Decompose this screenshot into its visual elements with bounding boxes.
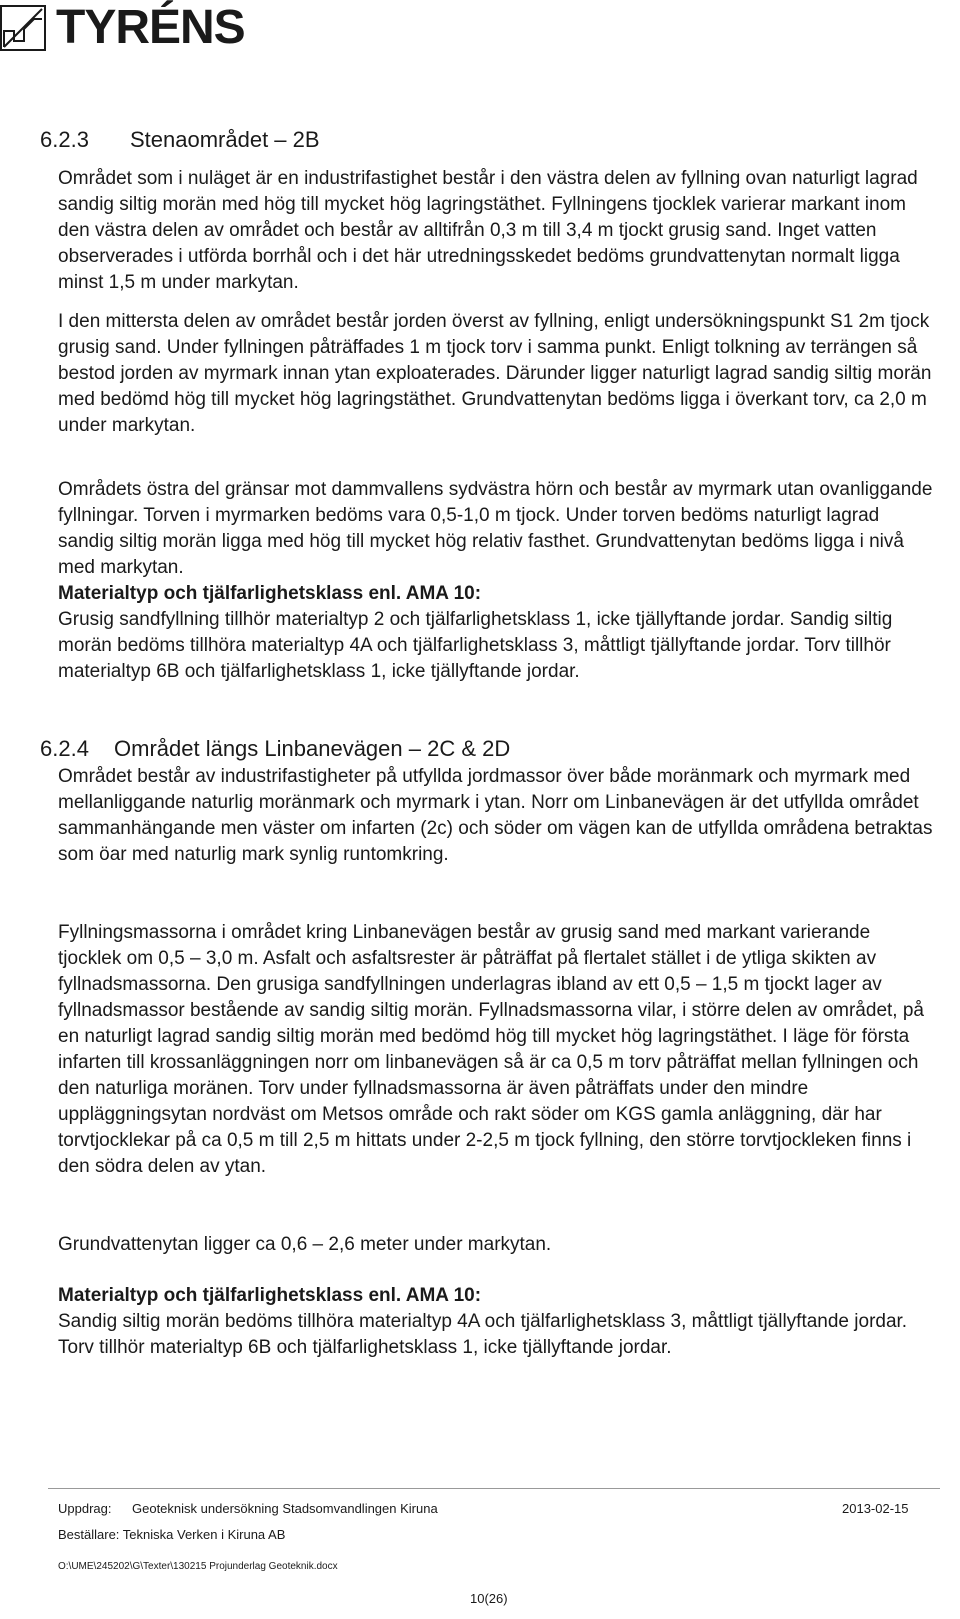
material-heading: Materialtyp och tjälfarlighetsklass enl. AMA 10: [58, 1285, 482, 1306]
section-title: Stenaområdet – 2B [130, 127, 320, 152]
paragraph: Grundvattenytan ligger ca 0,6 – 2,6 meter under markytan. [58, 1234, 552, 1255]
paragraph: Områdets östra del gränsar mot dammvallens sydvästra hörn och består av myrmark utan ovanliggande fyllningar. Torven i myrmarken bedöms vara 0,5-1,0 m tjock. Under torven bedöms naturligt lagrad sandig siltig morän ligga med hög till mycket hög relativ fasthet. Grundvattenytan bedöms ligga i nivå med markytan. [58, 479, 933, 578]
company-logo [0, 2, 245, 54]
paragraph: Området som i nuläget är en industrifastighet består i den västra delen av fyllning ovan naturligt lagrad sandig siltig morän med hög till mycket hög lagringstäthet. Fyllningens tjocklek varierar markant inom den västra delen av området och består av alltifrån 0,3 m till 3,4 m tjockt grusig sand. Inget vatten observerades i utförda borrhål och i det här utredningsskedet bedöms grundvattenytan normalt ligga minst 1,5 m under markytan. [58, 168, 918, 293]
logo-wordmark: TYRÉNS [56, 1, 245, 54]
paragraph: Sandig siltig morän bedöms tillhöra materialtyp 4A och tjälfarlighetsklass 3, måttligt tjällyftande jordar. Torv tillhör materialtyp 6B och tjälfarlighetsklass 1, icke tjällyftande jordar. [58, 1311, 908, 1358]
paragraph: I den mittersta delen av området består jorden överst av fyllning, enligt undersökningspunkt S1 2m tjock grusig sand. Under fyllningen påträffades 1 m tjock torv i samma punkt. Enligt tolkning av terrängen så bestod jorden av myrmark innan ytan exploaterades. Därunder ligger naturligt lagrad sandig siltig morän med bedömd hög till mycket hög lagringstäthet. Grundvattenytan bedöms ligga i överkant torv, ca 2,0 m under markytan. [58, 311, 932, 436]
footer-divider [48, 1488, 940, 1489]
paragraph: Fyllningsmassorna i området kring Linbanevägen består av grusig sand med markant varierande tjocklek om 0,5 – 3,0 m. Asfalt och asfaltsrester är påträffat på flertalet stället i de ytliga skikten av fyllnadsmassorna. Den grusiga sandfyllningen underlagras ibland av ett 0,5 – 1,5 m tjockt lager av fyllnadsmassor bestående av sandig siltig morän. Fyllnadsmassorna vilar, i större delen av området, på en naturligt lagrad sandig siltig morän med bedömd hög till mycket hög lagringstäthet. I läge för första infarten till krossanläggningen norr om linbanevägen så är ca 0,5 m torv påträffat mellan fyllningen och den naturliga moränen. Torv under fyllnadsmassorna är även påträffats under den mindre uppläggningsytan nordväst om Metsos område och rakt söder om KGS gamla anläggning, där har torvtjocklekar på ca 0,5 m till 2,5 m hittats under 2-2,5 m tjock fyllning, den större torvtjockleken finns i den södra delen av ytan. [58, 922, 924, 1177]
footer-file-path: O:\UME\245202\G\Texter\130215 Projunderlag Geoteknik.docx [58, 1561, 338, 1572]
footer-uppdrag-label: Uppdrag: [58, 1501, 112, 1516]
footer-date: 2013-02-15 [842, 1501, 909, 1516]
paragraph: Grusig sandfyllning tillhör materialtyp 2 och tjälfarlighetsklass 1, icke tjällyftande jordar. Sandig siltig morän bedöms tillhöra materialtyp 4A och tjälfarlighetsklass 3, måttligt tjällyftande jordar. Torv tillhör materialtyp 6B och tjälfarlighetsklass 1, icke tjällyftande jordar. [58, 609, 893, 682]
section-title: Området längs Linbanevägen – 2C & 2D [114, 736, 511, 761]
paragraph: Området består av industrifastigheter på utfyllda jordmassor över både moränmark och myrmark med mellanliggande naturlig moränmark och myrmark i ytan. Norr om Linbanevägen är det utfyllda området sammanhängande men väster om infarten (2c) och söder om vägen kan de utfyllda områdena betraktas som öar med naturlig mark synlig runtomkring. [58, 766, 933, 865]
material-heading: Materialtyp och tjälfarlighetsklass enl. AMA 10: [58, 583, 482, 604]
footer-uppdrag-value: Geoteknisk undersökning Stadsomvandlingen Kiruna [132, 1501, 438, 1516]
footer-bestallare: Beställare: Tekniska Verken i Kiruna AB [58, 1527, 286, 1542]
section-heading [40, 127, 320, 153]
section-number: 6.2.4 [40, 736, 89, 761]
logo-mark-icon [0, 5, 46, 51]
section-number: 6.2.3 [40, 127, 89, 152]
page-number: 10(26) [470, 1591, 508, 1606]
footer-uppdrag [58, 1501, 438, 1517]
section-heading [40, 736, 510, 762]
